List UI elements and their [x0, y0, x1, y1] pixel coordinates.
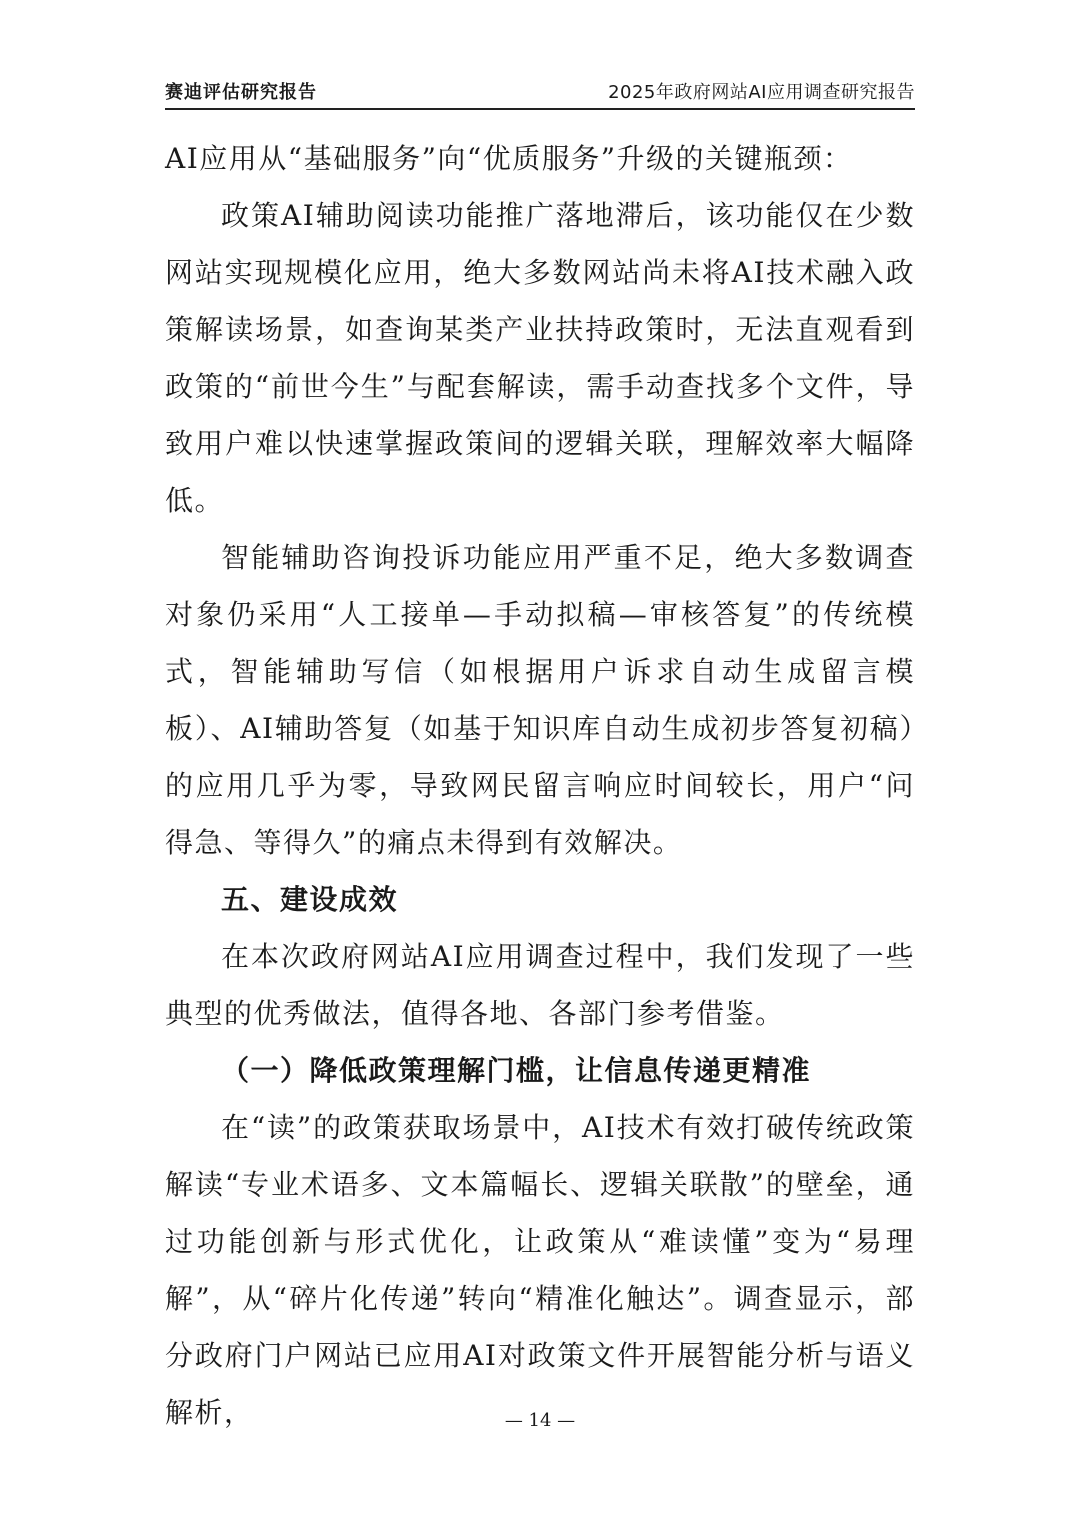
paragraph-findings-intro: 在本次政府网站AI应用调查过程中，我们发现了一些典型的优秀做法，值得各地、各部门参考借鉴。 [165, 940, 915, 1030]
section-heading: 五、建设成效 [221, 883, 399, 916]
subsection-heading: （一）降低政策理解门槛，让信息传递更精准 [221, 1054, 812, 1087]
paragraph-consultation: 智能辅助咨询投诉功能应用严重不足，绝大多数调查对象仍采用“人工接单—手动拟稿—审核答复”的传统模式，智能辅助写信（如根据用户诉求自动生成留言模板）、AI辅助答复（如基于知识库自动生成初步答复初稿）的应用几乎为零，导致网民留言响应时间较长，用户“问得急、等得久”的痛点未得到有效解决。 [165, 541, 915, 859]
paragraph-policy-reading: 政策AI辅助阅读功能推广落地滞后，该功能仅在少数网站实现规模化应用，绝大多数网站尚未将AI技术融入政策解读场景，如查询某类产业扶持政策时，无法直观看到政策的“前世今生”与配套解读，需手动查找多个文件，导致用户难以快速掌握政策间的逻辑关联，理解效率大幅降低。 [165, 199, 915, 517]
header-org-name: 赛迪评估研究报告 [165, 82, 317, 103]
paragraph-continuation: AI应用从“基础服务”向“优质服务”升级的关键瓶颈： [165, 142, 853, 175]
page-number: — 14 — [504, 1410, 576, 1431]
page-header [165, 74, 915, 110]
page-body [165, 130, 915, 1441]
paragraph-policy-access: 在“读”的政策获取场景中，AI技术有效打破传统政策解读“专业术语多、文本篇幅长、逻辑关联散”的壁垒，通过功能创新与形式优化，让政策从“难读懂”变为“易理解”，从“碎片化传递”转向“精准化触达”。调查显示，部分政府门户网站已应用AI对政策文件开展智能分析与语义解析， [165, 1111, 915, 1429]
header-report-title: 2025年政府网站AI应用调查研究报告 [608, 82, 915, 103]
